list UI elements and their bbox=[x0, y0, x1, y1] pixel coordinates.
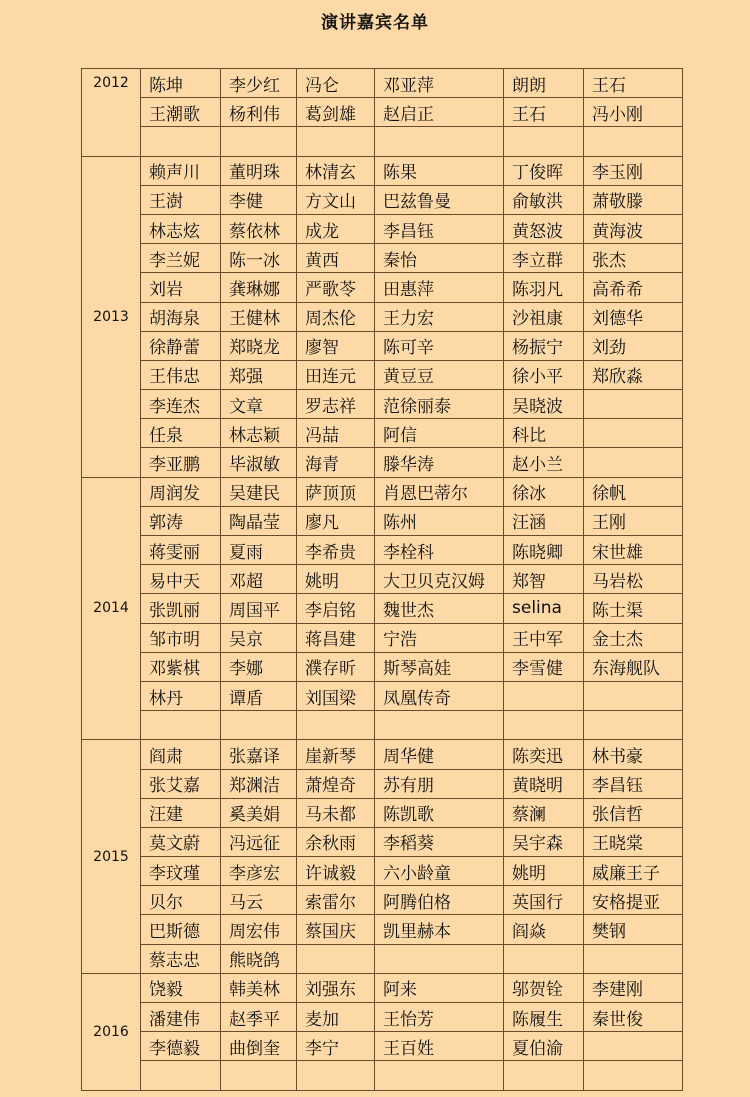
speaker-name-cell: 黄西 bbox=[297, 244, 375, 273]
speaker-name-cell: 阎肃 bbox=[141, 740, 221, 769]
speaker-name-cell: 刘劲 bbox=[584, 331, 683, 360]
speaker-name-cell: 安格提亚 bbox=[584, 886, 683, 915]
speaker-name-cell: 林书豪 bbox=[584, 740, 683, 769]
speaker-name-cell: 周国平 bbox=[221, 594, 297, 623]
speaker-name-cell: 李德毅 bbox=[141, 1032, 221, 1061]
speaker-name-cell: 刘国梁 bbox=[297, 681, 375, 710]
speaker-name-cell: 沙祖康 bbox=[504, 302, 584, 331]
speaker-name-cell: 陶晶莹 bbox=[221, 506, 297, 535]
speaker-name-cell bbox=[584, 127, 683, 156]
table-row bbox=[82, 69, 683, 98]
speaker-name-cell: 樊钢 bbox=[584, 915, 683, 944]
speaker-name-cell: 林志颖 bbox=[221, 419, 297, 448]
table-row bbox=[82, 915, 683, 944]
speaker-name-cell: 黄怒波 bbox=[504, 214, 584, 243]
speaker-name-cell bbox=[375, 711, 504, 740]
speaker-name-cell: 刘岩 bbox=[141, 273, 221, 302]
speaker-name-cell bbox=[504, 681, 584, 710]
speaker-name-cell bbox=[375, 127, 504, 156]
speaker-name-cell: 金士杰 bbox=[584, 623, 683, 652]
speaker-name-cell: 杨振宁 bbox=[504, 331, 584, 360]
speaker-name-cell: 萧煌奇 bbox=[297, 769, 375, 798]
speaker-name-cell: 许诚毅 bbox=[297, 857, 375, 886]
speaker-name-cell: 李启铭 bbox=[297, 594, 375, 623]
speaker-name-cell: 韩美林 bbox=[221, 973, 297, 1002]
speaker-name-cell: 英国行 bbox=[504, 886, 584, 915]
speaker-name-cell: 林志炫 bbox=[141, 214, 221, 243]
table-row bbox=[82, 127, 683, 156]
table-row bbox=[82, 419, 683, 448]
speaker-name-cell: 邓亚萍 bbox=[375, 69, 504, 98]
speaker-name-cell: 汪涵 bbox=[504, 506, 584, 535]
speaker-name-cell: 阎焱 bbox=[504, 915, 584, 944]
speaker-name-cell: 周宏伟 bbox=[221, 915, 297, 944]
speaker-name-cell bbox=[221, 711, 297, 740]
speaker-name-cell: 张凯丽 bbox=[141, 594, 221, 623]
speaker-name-cell: 王石 bbox=[584, 69, 683, 98]
speaker-name-cell: 苏有朋 bbox=[375, 769, 504, 798]
speaker-name-cell: 马岩松 bbox=[584, 565, 683, 594]
speaker-name-cell: 夏伯渝 bbox=[504, 1032, 584, 1061]
speaker-name-cell bbox=[584, 711, 683, 740]
table-row bbox=[82, 448, 683, 477]
speaker-name-cell: 吴建民 bbox=[221, 477, 297, 506]
speaker-name-cell bbox=[584, 419, 683, 448]
speaker-name-cell: 王中军 bbox=[504, 623, 584, 652]
speaker-name-cell: 刘强东 bbox=[297, 973, 375, 1002]
speaker-name-cell: 吴京 bbox=[221, 623, 297, 652]
speaker-name-cell: 陈州 bbox=[375, 506, 504, 535]
speaker-name-cell bbox=[504, 944, 584, 973]
speaker-name-cell: 徐冰 bbox=[504, 477, 584, 506]
speaker-name-cell: 奚美娟 bbox=[221, 798, 297, 827]
speaker-name-cell: 秦怡 bbox=[375, 244, 504, 273]
year-label: 2014 bbox=[82, 477, 141, 740]
speaker-name-cell: 李建刚 bbox=[584, 973, 683, 1002]
speaker-name-cell: 李雪健 bbox=[504, 652, 584, 681]
speaker-name-cell: 范徐丽泰 bbox=[375, 390, 504, 419]
speaker-name-cell: 巴兹鲁曼 bbox=[375, 185, 504, 214]
speaker-name-cell: 阿来 bbox=[375, 973, 504, 1002]
table-row bbox=[82, 973, 683, 1002]
speaker-name-cell: 大卫贝克汉姆 bbox=[375, 565, 504, 594]
speaker-name-cell: 林清玄 bbox=[297, 156, 375, 185]
speaker-name-cell: 王健林 bbox=[221, 302, 297, 331]
speaker-name-cell: 潘建伟 bbox=[141, 1003, 221, 1032]
speaker-name-cell bbox=[221, 1061, 297, 1090]
speaker-name-cell: 冯远征 bbox=[221, 827, 297, 856]
speaker-name-cell bbox=[504, 127, 584, 156]
table-row bbox=[82, 477, 683, 506]
speaker-name-cell: 郑晓龙 bbox=[221, 331, 297, 360]
speaker-name-cell: 萧敬滕 bbox=[584, 185, 683, 214]
speaker-name-cell: 李昌钰 bbox=[584, 769, 683, 798]
table-row bbox=[82, 1003, 683, 1032]
speaker-name-cell: 海青 bbox=[297, 448, 375, 477]
speaker-name-cell: 索雷尔 bbox=[297, 886, 375, 915]
table-row bbox=[82, 1032, 683, 1061]
speaker-name-cell: 陈果 bbox=[375, 156, 504, 185]
speaker-name-cell bbox=[297, 711, 375, 740]
speaker-name-cell: 王潮歌 bbox=[141, 98, 221, 127]
speaker-name-cell: 姚明 bbox=[504, 857, 584, 886]
speaker-name-cell: 葛剑雄 bbox=[297, 98, 375, 127]
speaker-name-cell: 陈坤 bbox=[141, 69, 221, 98]
speaker-name-cell bbox=[297, 127, 375, 156]
speaker-name-cell: 李栓科 bbox=[375, 536, 504, 565]
speaker-name-cell bbox=[584, 1061, 683, 1090]
table-row bbox=[82, 331, 683, 360]
speaker-name-cell: 蔡国庆 bbox=[297, 915, 375, 944]
speaker-name-cell: 张嘉译 bbox=[221, 740, 297, 769]
speaker-name-cell: 陈士渠 bbox=[584, 594, 683, 623]
speaker-name-cell: 滕华涛 bbox=[375, 448, 504, 477]
speaker-name-cell: 俞敏洪 bbox=[504, 185, 584, 214]
speaker-name-cell: 李娜 bbox=[221, 652, 297, 681]
speaker-name-cell: 毕淑敏 bbox=[221, 448, 297, 477]
speaker-name-cell: 夏雨 bbox=[221, 536, 297, 565]
speaker-name-cell bbox=[584, 448, 683, 477]
speaker-name-cell: 郑强 bbox=[221, 360, 297, 389]
speaker-name-cell: 张杰 bbox=[584, 244, 683, 273]
speaker-name-cell: 冯仑 bbox=[297, 69, 375, 98]
table-row bbox=[82, 944, 683, 973]
speaker-name-cell: 姚明 bbox=[297, 565, 375, 594]
speaker-name-cell: 王怡芳 bbox=[375, 1003, 504, 1032]
speaker-name-cell: 杨利伟 bbox=[221, 98, 297, 127]
year-label: 2016 bbox=[82, 973, 141, 1090]
speaker-name-cell: 郑智 bbox=[504, 565, 584, 594]
speaker-name-cell: 冯小刚 bbox=[584, 98, 683, 127]
speaker-name-cell: 东海舰队 bbox=[584, 652, 683, 681]
speaker-name-cell: 徐帆 bbox=[584, 477, 683, 506]
speaker-name-cell: 李希贵 bbox=[297, 536, 375, 565]
speaker-name-cell: 秦世俊 bbox=[584, 1003, 683, 1032]
speaker-name-cell: 田惠萍 bbox=[375, 273, 504, 302]
speaker-name-cell: 六小龄童 bbox=[375, 857, 504, 886]
speaker-name-cell bbox=[504, 1061, 584, 1090]
speaker-name-cell bbox=[141, 127, 221, 156]
speaker-name-cell: 严歌苓 bbox=[297, 273, 375, 302]
page-title: 演讲嘉宾名单 bbox=[321, 13, 429, 33]
table-row bbox=[82, 565, 683, 594]
table-row bbox=[82, 156, 683, 185]
table-row bbox=[82, 390, 683, 419]
speaker-name-cell: 李昌钰 bbox=[375, 214, 504, 243]
speaker-name-cell bbox=[584, 1032, 683, 1061]
speaker-name-cell: 王刚 bbox=[584, 506, 683, 535]
speaker-name-cell: 莫文蔚 bbox=[141, 827, 221, 856]
speaker-name-cell: 王百姓 bbox=[375, 1032, 504, 1061]
speaker-name-cell: 王力宏 bbox=[375, 302, 504, 331]
speaker-name-cell: 黄豆豆 bbox=[375, 360, 504, 389]
speaker-name-cell: 廖智 bbox=[297, 331, 375, 360]
speaker-name-cell: 汪建 bbox=[141, 798, 221, 827]
speaker-name-cell: 方文山 bbox=[297, 185, 375, 214]
speaker-name-cell: 郑欣淼 bbox=[584, 360, 683, 389]
speaker-name-cell: 黄海波 bbox=[584, 214, 683, 243]
speaker-name-cell: 徐静蕾 bbox=[141, 331, 221, 360]
table-row bbox=[82, 98, 683, 127]
speaker-name-cell bbox=[375, 944, 504, 973]
speaker-name-cell bbox=[297, 1061, 375, 1090]
speaker-name-cell: 赖声川 bbox=[141, 156, 221, 185]
table-row bbox=[82, 857, 683, 886]
speaker-name-cell: 张艾嘉 bbox=[141, 769, 221, 798]
speaker-name-cell: 饶毅 bbox=[141, 973, 221, 1002]
speaker-name-cell: 龚琳娜 bbox=[221, 273, 297, 302]
table-row bbox=[82, 302, 683, 331]
speaker-name-cell: 宁浩 bbox=[375, 623, 504, 652]
speaker-name-cell: 濮存昕 bbox=[297, 652, 375, 681]
speaker-name-cell: 陈晓卿 bbox=[504, 536, 584, 565]
speaker-name-cell: 斯琴高娃 bbox=[375, 652, 504, 681]
speaker-name-cell bbox=[297, 944, 375, 973]
speaker-name-cell: 董明珠 bbox=[221, 156, 297, 185]
speaker-name-cell: 谭盾 bbox=[221, 681, 297, 710]
table-row bbox=[82, 740, 683, 769]
speaker-name-cell: 李连杰 bbox=[141, 390, 221, 419]
table-row bbox=[82, 360, 683, 389]
speaker-name-cell: 赵启正 bbox=[375, 98, 504, 127]
speaker-name-cell: 邬贺铨 bbox=[504, 973, 584, 1002]
table-row bbox=[82, 273, 683, 302]
speaker-name-cell: 陈凯歌 bbox=[375, 798, 504, 827]
year-label: 2013 bbox=[82, 156, 141, 477]
speaker-name-cell: 王石 bbox=[504, 98, 584, 127]
speaker-name-cell bbox=[221, 127, 297, 156]
speaker-name-cell: 任泉 bbox=[141, 419, 221, 448]
speaker-name-cell: 丁俊晖 bbox=[504, 156, 584, 185]
table-row bbox=[82, 711, 683, 740]
speaker-name-cell: 熊晓鸽 bbox=[221, 944, 297, 973]
speaker-name-cell: 朗朗 bbox=[504, 69, 584, 98]
speaker-name-cell: 刘德华 bbox=[584, 302, 683, 331]
speaker-name-cell bbox=[584, 681, 683, 710]
speaker-name-cell: 李宁 bbox=[297, 1032, 375, 1061]
table-row bbox=[82, 244, 683, 273]
speaker-name-cell bbox=[504, 711, 584, 740]
speaker-name-cell bbox=[141, 711, 221, 740]
speaker-name-cell: 赵季平 bbox=[221, 1003, 297, 1032]
speaker-name-cell: 李玟瑾 bbox=[141, 857, 221, 886]
speaker-name-cell: 崖新琴 bbox=[297, 740, 375, 769]
speaker-name-cell: 李立群 bbox=[504, 244, 584, 273]
speaker-name-cell bbox=[141, 1061, 221, 1090]
speaker-name-cell: 凯里赫本 bbox=[375, 915, 504, 944]
speaker-name-cell: 邓紫棋 bbox=[141, 652, 221, 681]
speaker-table-body bbox=[82, 69, 683, 1091]
speaker-name-cell: 吴晓波 bbox=[504, 390, 584, 419]
speaker-name-cell: 蔡澜 bbox=[504, 798, 584, 827]
speaker-name-cell: 邓超 bbox=[221, 565, 297, 594]
speaker-name-cell: 麦加 bbox=[297, 1003, 375, 1032]
speaker-name-cell: 马未都 bbox=[297, 798, 375, 827]
table-row bbox=[82, 886, 683, 915]
speaker-name-cell: 凤凰传奇 bbox=[375, 681, 504, 710]
table-row bbox=[82, 681, 683, 710]
speaker-name-cell: 肖恩巴蒂尔 bbox=[375, 477, 504, 506]
speaker-name-cell: 陈一冰 bbox=[221, 244, 297, 273]
speaker-name-cell: 李兰妮 bbox=[141, 244, 221, 273]
speaker-name-cell: 蒋昌建 bbox=[297, 623, 375, 652]
speaker-name-cell: 蒋雯丽 bbox=[141, 536, 221, 565]
speaker-name-cell: 吴宇森 bbox=[504, 827, 584, 856]
speaker-name-cell: 高希希 bbox=[584, 273, 683, 302]
speaker-name-cell: 李健 bbox=[221, 185, 297, 214]
speaker-name-cell: 冯喆 bbox=[297, 419, 375, 448]
speaker-name-cell: 余秋雨 bbox=[297, 827, 375, 856]
speaker-name-cell: 张信哲 bbox=[584, 798, 683, 827]
speaker-name-cell: 陈羽凡 bbox=[504, 273, 584, 302]
speaker-name-cell: 魏世杰 bbox=[375, 594, 504, 623]
speaker-name-cell: 成龙 bbox=[297, 214, 375, 243]
speaker-name-cell: 王伟忠 bbox=[141, 360, 221, 389]
table-row bbox=[82, 798, 683, 827]
speaker-name-cell: 文章 bbox=[221, 390, 297, 419]
speaker-name-cell: 郑渊洁 bbox=[221, 769, 297, 798]
speaker-name-cell: 贝尔 bbox=[141, 886, 221, 915]
table-row bbox=[82, 594, 683, 623]
speaker-name-cell: 威廉王子 bbox=[584, 857, 683, 886]
speaker-name-cell: 科比 bbox=[504, 419, 584, 448]
year-label: 2012 bbox=[82, 69, 141, 157]
speaker-name-cell: 李亚鹏 bbox=[141, 448, 221, 477]
table-row bbox=[82, 536, 683, 565]
speaker-name-cell: 马云 bbox=[221, 886, 297, 915]
speaker-name-cell: 李彦宏 bbox=[221, 857, 297, 886]
speaker-name-cell: 胡海泉 bbox=[141, 302, 221, 331]
speaker-name-cell: 田连元 bbox=[297, 360, 375, 389]
year-label: 2015 bbox=[82, 740, 141, 974]
speaker-name-cell: 周华健 bbox=[375, 740, 504, 769]
table-row bbox=[82, 623, 683, 652]
speaker-name-cell: 萨顶顶 bbox=[297, 477, 375, 506]
speaker-name-cell: 周杰伦 bbox=[297, 302, 375, 331]
speaker-name-cell bbox=[584, 390, 683, 419]
speaker-name-cell: 王晓棠 bbox=[584, 827, 683, 856]
speaker-name-cell: 李玉刚 bbox=[584, 156, 683, 185]
table-row bbox=[82, 769, 683, 798]
table-row bbox=[82, 652, 683, 681]
speaker-name-cell: 阿信 bbox=[375, 419, 504, 448]
speaker-name-cell: 邹市明 bbox=[141, 623, 221, 652]
speaker-name-cell: 周润发 bbox=[141, 477, 221, 506]
speaker-table bbox=[81, 68, 683, 1091]
speaker-name-cell: 陈奕迅 bbox=[504, 740, 584, 769]
speaker-name-cell bbox=[584, 944, 683, 973]
speaker-name-cell: 李少红 bbox=[221, 69, 297, 98]
speaker-name-cell: 徐小平 bbox=[504, 360, 584, 389]
speaker-name-cell: 王澍 bbox=[141, 185, 221, 214]
speaker-name-cell: 陈履生 bbox=[504, 1003, 584, 1032]
speaker-name-cell: 曲倒奎 bbox=[221, 1032, 297, 1061]
table-row bbox=[82, 827, 683, 856]
speaker-name-cell: 李稻葵 bbox=[375, 827, 504, 856]
table-row bbox=[82, 1061, 683, 1090]
speaker-name-cell: 蔡志忠 bbox=[141, 944, 221, 973]
speaker-name-cell: 蔡依林 bbox=[221, 214, 297, 243]
speaker-name-cell: 黄晓明 bbox=[504, 769, 584, 798]
speaker-name-cell: 易中天 bbox=[141, 565, 221, 594]
speaker-name-cell: 阿腾伯格 bbox=[375, 886, 504, 915]
table-row bbox=[82, 185, 683, 214]
speaker-name-cell: 陈可辛 bbox=[375, 331, 504, 360]
table-row bbox=[82, 506, 683, 535]
speaker-name-cell: 巴斯德 bbox=[141, 915, 221, 944]
speaker-name-cell: 罗志祥 bbox=[297, 390, 375, 419]
speaker-name-cell: 林丹 bbox=[141, 681, 221, 710]
speaker-name-cell: 宋世雄 bbox=[584, 536, 683, 565]
speaker-name-cell: 廖凡 bbox=[297, 506, 375, 535]
speaker-name-cell: selina bbox=[504, 594, 584, 623]
table-row bbox=[82, 214, 683, 243]
speaker-name-cell: 赵小兰 bbox=[504, 448, 584, 477]
speaker-name-cell bbox=[375, 1061, 504, 1090]
speaker-name-cell: 郭涛 bbox=[141, 506, 221, 535]
